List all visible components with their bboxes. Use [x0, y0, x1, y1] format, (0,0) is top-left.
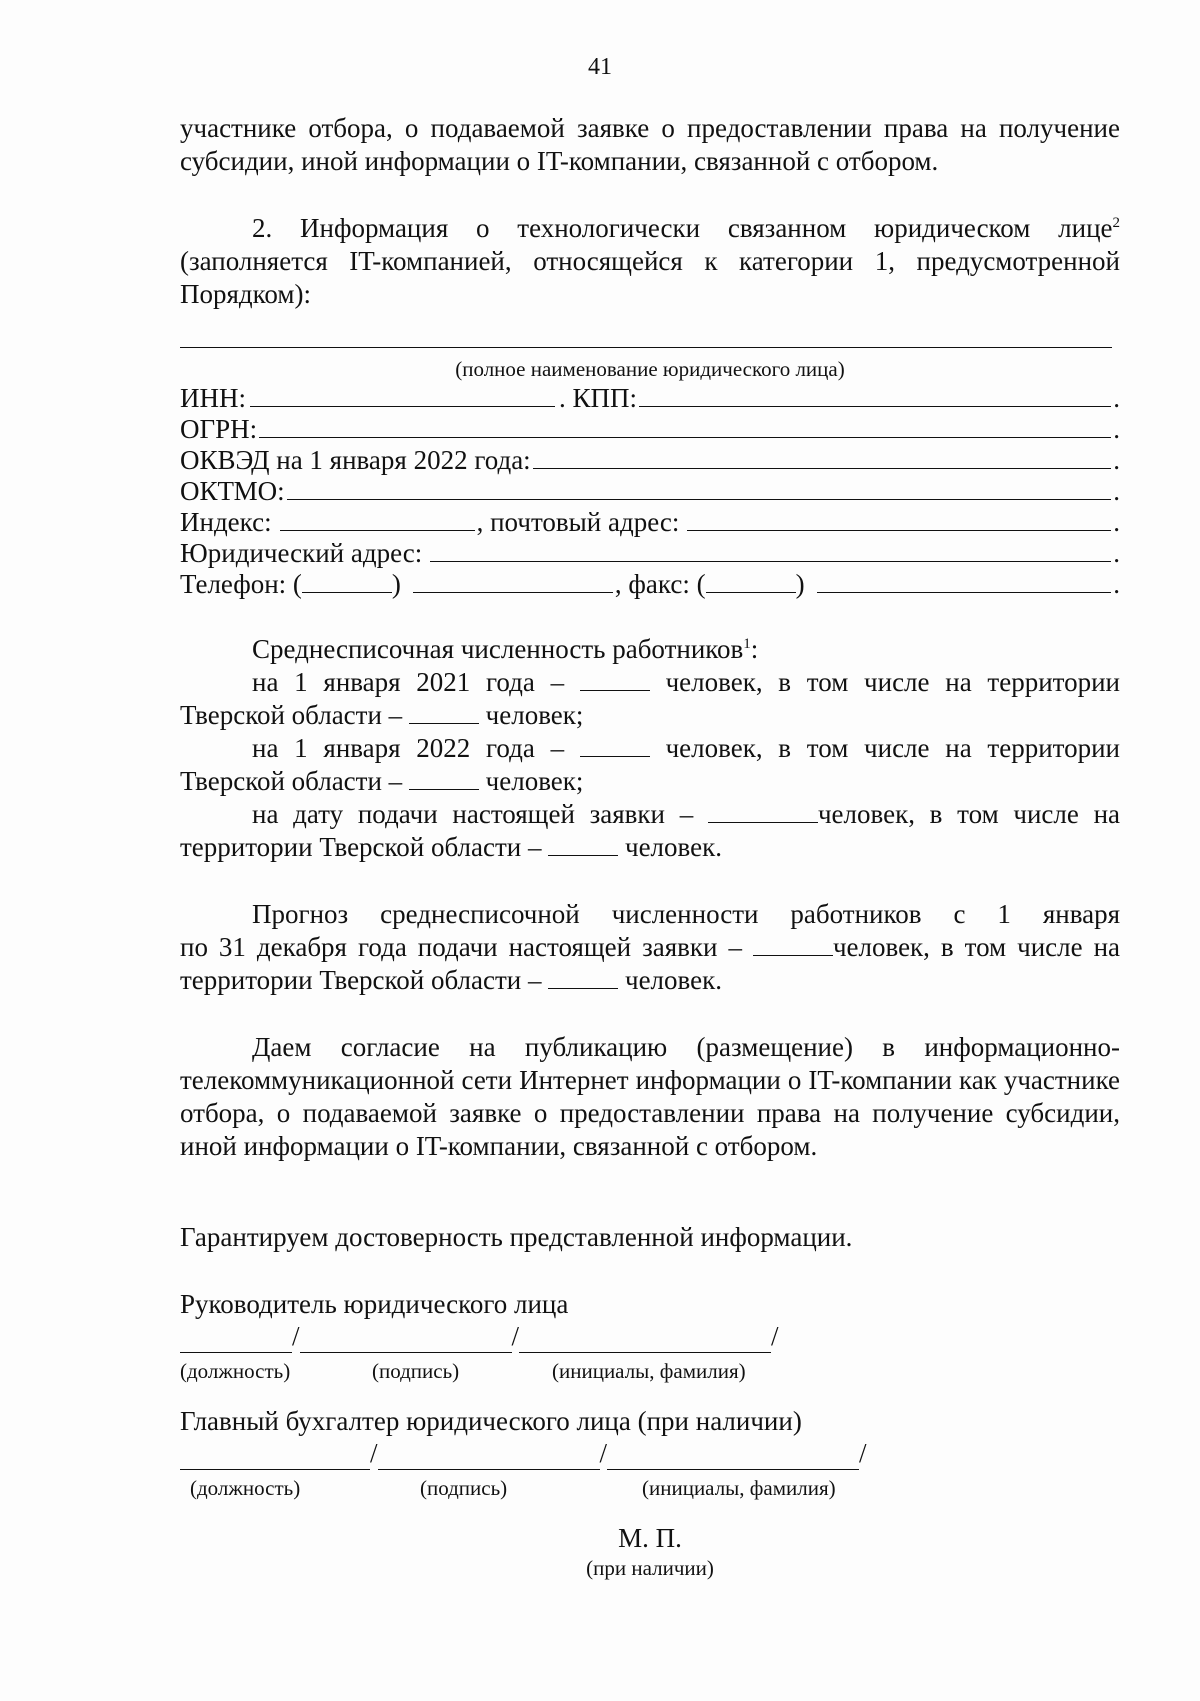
- postal-address-field[interactable]: [687, 506, 1111, 531]
- ogrn-field[interactable]: [259, 413, 1111, 438]
- ogrn-row: ОГРН: .: [180, 414, 1120, 444]
- index-address-row: Индекс: , почтовый адрес: .: [180, 507, 1120, 537]
- headcount-2021-total-field[interactable]: [580, 666, 650, 691]
- fax-label: , факс: (: [614, 569, 706, 599]
- consent-paragraph: Даем согласие на публикацию (размещение) в информационно-телекоммуникационной сети Интернет информации о IT-компании как участнике отбора, о подаваемой заявке о предоставлении права на получение субсидии, иной информации о IT-компании, связанной с отбором.: [180, 1032, 1120, 1161]
- phone-fax-row: Телефон: ( ) , факс: ( ) .: [180, 569, 1120, 599]
- intro-paragraph: участнике отбора, о подаваемой заявке о предоставлении права на получение субсидии, иной информации о IT-компании, связанной с отбором.: [180, 113, 1120, 176]
- headcount-application-tver-line: территории Тверской области – человек.: [180, 832, 722, 862]
- accountant-position-field[interactable]: [180, 1443, 370, 1470]
- fax-number-field[interactable]: [817, 568, 1112, 593]
- fax-code-field[interactable]: [706, 568, 796, 593]
- headcount-2022-line: на 1 января 2022 года – человек, в том числе на территории: [252, 733, 1120, 763]
- headcount-2021-tver-line: Тверской области – человек;: [180, 700, 584, 730]
- accountant-name-field[interactable]: [607, 1443, 859, 1470]
- head-signature-field[interactable]: [300, 1326, 512, 1353]
- inn-label: ИНН:: [180, 383, 246, 413]
- headcount-2021-tver-field[interactable]: [409, 699, 479, 724]
- headcount-application-line: на дату подачи настоящей заявки – человек, в том числе на: [252, 799, 1121, 829]
- okved-row: ОКВЭД на 1 января 2022 года: .: [180, 445, 1120, 475]
- ogrn-label: ОГРН:: [180, 414, 258, 444]
- stamp-mp: М. П.: [618, 1523, 682, 1553]
- legal-address-field[interactable]: [430, 537, 1111, 562]
- oktmo-field[interactable]: [287, 475, 1112, 500]
- headcount-title: Среднесписочная численность работников$^1$:: [252, 634, 759, 664]
- kpp-field[interactable]: [639, 382, 1111, 407]
- kpp-label: . КПП:: [559, 383, 638, 413]
- phone-number-field[interactable]: [413, 568, 613, 593]
- head-signature-row: / / /: [180, 1321, 1120, 1353]
- headcount-2022-tver-field[interactable]: [409, 765, 479, 790]
- phone-code-field[interactable]: [302, 568, 392, 593]
- forecast-line-1: Прогноз среднесписочной численности работников с 1 января: [252, 899, 1120, 929]
- head-position-field[interactable]: [180, 1326, 292, 1353]
- accountant-signature-row: / / /: [180, 1438, 1120, 1470]
- postal-address-label: , почтовый адрес:: [476, 507, 680, 537]
- oktmo-row: ОКТМО: .: [180, 476, 1120, 506]
- headcount-2022-total-field[interactable]: [580, 732, 650, 757]
- page-number: 41: [588, 54, 612, 80]
- inn-kpp-row: ИНН: . КПП: .: [180, 383, 1120, 413]
- phone-label: Телефон: (: [180, 569, 302, 599]
- inn-field[interactable]: [250, 382, 555, 407]
- headcount-2021-line: на 1 января 2021 года – человек, в том числе на территории: [252, 667, 1120, 697]
- stamp-placeholder: [180, 1522, 1120, 1582]
- legal-address-label: Юридический адрес:: [180, 538, 423, 568]
- okved-label: ОКВЭД на 1 января 2022 года:: [180, 445, 531, 475]
- head-name-field[interactable]: [519, 1326, 771, 1353]
- okved-field[interactable]: [533, 444, 1112, 469]
- legal-address-row: Юридический адрес: .: [180, 538, 1120, 568]
- forecast-tver-field[interactable]: [548, 964, 618, 989]
- forecast-line-3: территории Тверской области – человек.: [180, 965, 722, 995]
- head-signature-captions: (должность) (подпись) (инициалы, фамилия): [180, 1359, 746, 1383]
- legal-entity-name-caption: (полное наименование юридического лица): [455, 357, 845, 381]
- document-body: [180, 112, 1120, 1582]
- section2-heading: 2. Информация о технологически связанном юридическом лице$^2$ (заполняется IT-компанией, относящейся к категории 1, предусмотренной Порядком):: [180, 213, 1120, 309]
- forecast-line-2: по 31 декабря года подачи настоящей заявки – человек, в том числе на: [180, 932, 1121, 962]
- stamp-note: (при наличии): [586, 1556, 714, 1580]
- headcount-application-tver-field[interactable]: [548, 831, 618, 856]
- oktmo-label: ОКТМО:: [180, 476, 285, 506]
- index-field[interactable]: [280, 506, 475, 531]
- accountant-signature-title: Главный бухгалтер юридического лица (при наличии): [180, 1406, 802, 1436]
- head-signature-title: Руководитель юридического лица: [180, 1289, 569, 1319]
- forecast-total-field[interactable]: [753, 931, 833, 956]
- accountant-signature-field[interactable]: [378, 1443, 600, 1470]
- headcount-application-total-field[interactable]: [708, 798, 818, 823]
- accountant-signature-captions: (должность) (подпись) (инициалы, фамилия): [190, 1476, 836, 1500]
- index-label: Индекс:: [180, 507, 272, 537]
- guarantee-statement: Гарантируем достоверность представленной информации.: [180, 1222, 853, 1252]
- legal-entity-name-field[interactable]: [180, 317, 1112, 348]
- headcount-2022-tver-line: Тверской области – человек;: [180, 766, 584, 796]
